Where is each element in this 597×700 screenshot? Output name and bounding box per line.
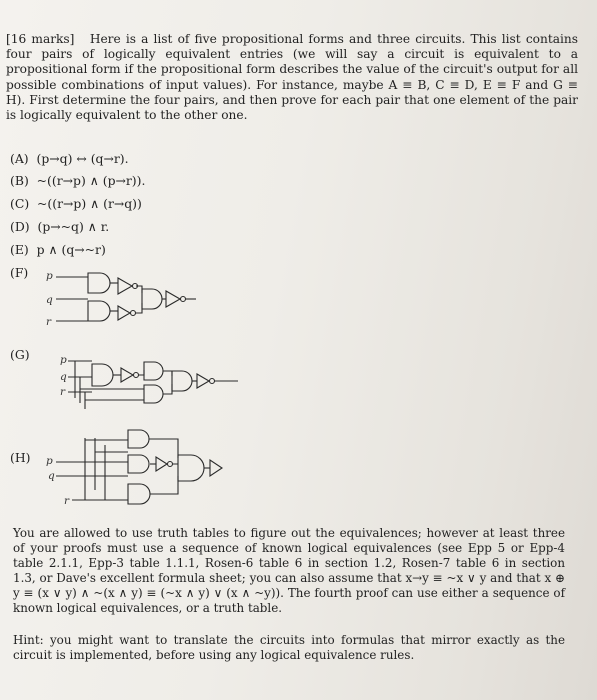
circuit-h-input-r: r	[64, 495, 70, 507]
hint-paragraph: Hint: you might want to translate the circuits into formulas that mirror exactly as the circuit is implemented, before using any logical equivalence rules.	[13, 633, 565, 662]
marks-label: [16 marks]	[6, 32, 75, 46]
circuit-f-input-p: p	[46, 270, 53, 282]
form-e: (E) p ∧ (q→~r)	[10, 242, 106, 257]
circuit-f-input-r: r	[46, 316, 52, 328]
circuit-f-input-q: q	[46, 294, 53, 306]
circuit-h-input-p: p	[46, 455, 53, 467]
form-c: (C) ~((r→p) ∧ (r→q))	[10, 196, 142, 211]
form-a: (A) (p→q) ↔ (q→r).	[10, 151, 129, 166]
intro-text: Here is a list of five propositional forms and three circuits. This list contains four pairs of logically equivalent entries (we will say a circuit is equivalent to a propositional form if the propositional form describes the value of the circuit's output for all possible combinations of input values). For instance, maybe A ≡ B, C ≡ D, E ≡ F and G ≡ H). First determine the four pairs, and then prove for each pair that one element of the pair is logically equivalent to the other one.	[6, 32, 578, 123]
circuit-g-input-p: p	[60, 354, 67, 366]
form-b: (B) ~((r→p) ∧ (p→r)).	[10, 173, 146, 188]
circuit-g-label: (G)	[10, 347, 30, 362]
circuit-g-input-r: r	[60, 386, 66, 398]
circuit-h-input-q: q	[48, 470, 55, 482]
circuit-f-label: (F)	[10, 265, 29, 280]
circuit-g-input-q: q	[60, 371, 67, 383]
form-d: (D) (p→~q) ∧ r.	[10, 219, 110, 234]
closing-paragraph: You are allowed to use truth tables to figure out the equivalences; however at least three of your proofs must use a sequence of known logical equivalences (see Epp 5 or Epp-4 table 2.1.1, Epp-3 table 1.1.1, Rosen-6 table 6 in section 1.2, Rosen-7 table 6 in section 1.3, or Dave's excellent formula sheet; you can also assume that x→y ≡ ~x ∨ y and that x ⊕ y ≡ (x ∨ y) ∧ ~(x ∧ y) ≡ (~x ∧ y) ∨ (x ∧ ~y)). The fourth proof can use either a sequence of known logical equivalences, or a truth table.	[13, 526, 565, 615]
circuit-h-label: (H)	[10, 450, 31, 465]
